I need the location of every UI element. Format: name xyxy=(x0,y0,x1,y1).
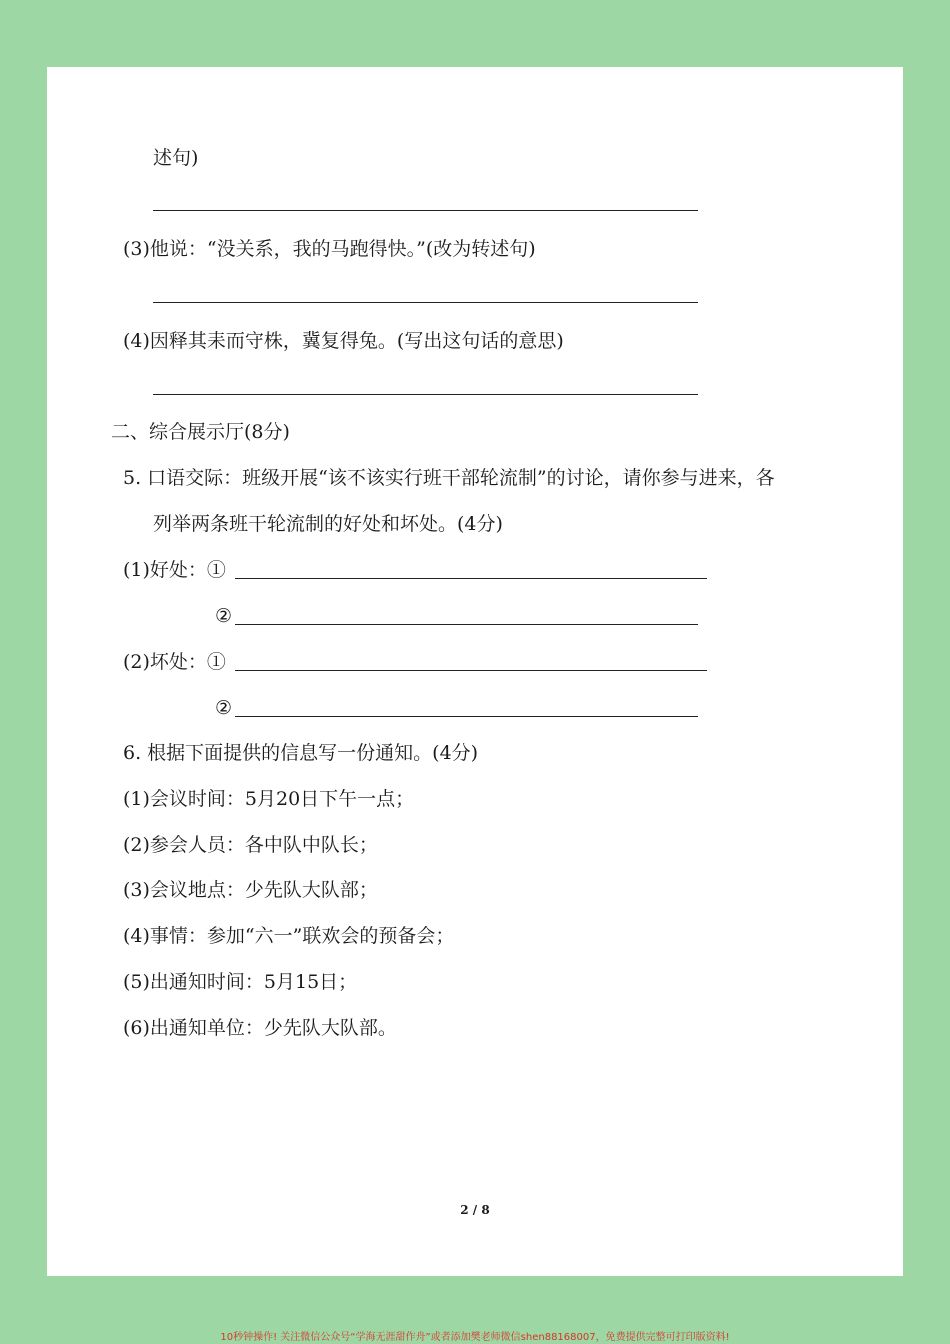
q4-continuation-text: 述句) xyxy=(153,147,199,169)
q4-item-4: (4)因释其耒而守株，冀复得兔。(写出这句话的意思) xyxy=(123,330,564,352)
q5-pros-second-marker: ② xyxy=(215,605,233,627)
answer-line-pros-1[interactable] xyxy=(235,578,707,579)
q6-item: (6)出通知单位：少先队大队部。 xyxy=(123,1017,397,1039)
answer-line-cons-1[interactable] xyxy=(235,670,707,671)
answer-line-q4-3[interactable] xyxy=(153,302,698,303)
q6-prompt: 6. 根据下面提供的信息写一份通知。(4分) xyxy=(123,742,479,764)
q5-prompt-line1: 5. 口语交际：班级开展“该不该实行班干部轮流制”的讨论，请你参与进来，各 xyxy=(123,467,775,489)
q5-cons-second-marker: ② xyxy=(215,697,233,719)
q6-item: (5)出通知时间：5月15日； xyxy=(123,971,358,993)
footer-promo-text: 10秒钟操作! 关注微信公众号“学海无涯甜作舟”或者添加樊老师微信shen88168007，免费提供完整可打印版资料! xyxy=(220,1332,730,1343)
answer-line-cons-2[interactable] xyxy=(235,716,698,717)
page-number: 2 / 8 xyxy=(460,1203,490,1217)
q5-pros-label: (1)好处：① xyxy=(123,559,226,581)
answer-line-q4-2[interactable] xyxy=(153,210,698,211)
q5-cons-label: (2)坏处：① xyxy=(123,651,226,673)
q6-item: (4)事情：参加“六一”联欢会的预备会； xyxy=(123,925,455,947)
q5-prompt-line2: 列举两条班干轮流制的好处和坏处。(4分) xyxy=(153,513,503,535)
section-2-heading: 二、综合展示厅(8分) xyxy=(111,421,290,443)
answer-line-pros-2[interactable] xyxy=(235,624,698,625)
answer-line-q4-4[interactable] xyxy=(153,394,698,395)
worksheet-page xyxy=(47,67,903,1276)
q6-item: (1)会议时间：5月20日下午一点； xyxy=(123,788,415,810)
q6-item: (2)参会人员：各中队中队长； xyxy=(123,834,378,856)
q6-item: (3)会议地点：少先队大队部； xyxy=(123,879,378,901)
q4-item-3: (3)他说：“没关系，我的马跑得快。”(改为转述句) xyxy=(123,238,536,260)
